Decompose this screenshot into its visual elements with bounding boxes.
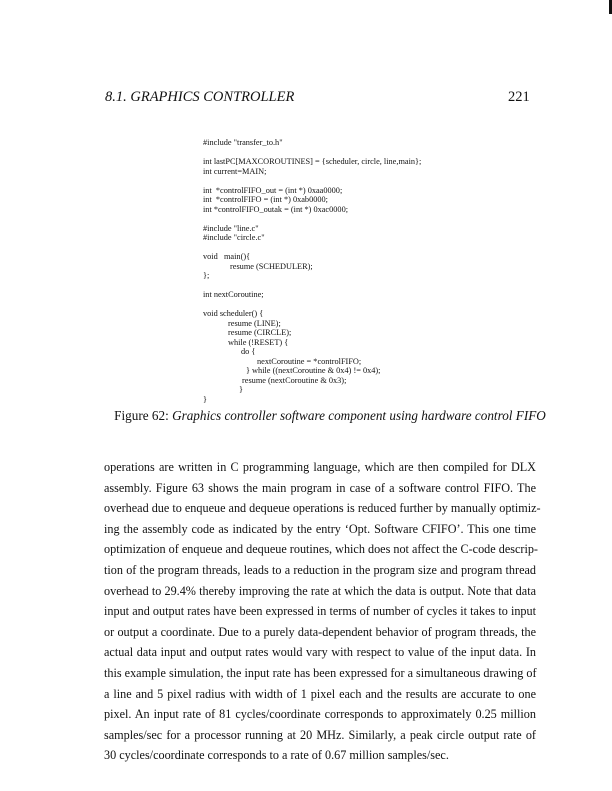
code-line: int *controlFIFO_outak = (int *) 0xac0000;: [203, 204, 349, 214]
body-line: optimization of enqueue and dequeue routines, which does not affect the C-code descrip-: [104, 542, 538, 557]
body-line: ing the assembly code as indicated by the entry ‘Opt. Software CFIFO’. This one time: [104, 521, 536, 536]
code-line: resume (LINE);: [228, 318, 281, 328]
code-line: [203, 243, 421, 253]
code-line: nextCoroutine = *controlFIFO;: [257, 356, 362, 366]
code-line: while (!RESET) {: [228, 337, 289, 347]
code-line: int current=MAIN;: [203, 166, 267, 176]
code-line: int *controlFIFO = (int *) 0xab0000;: [203, 195, 328, 204]
body-line: overhead due to enqueue and dequeue operations is reduced further by manually optimiz-: [104, 501, 541, 516]
body-line: actual data input and output rates would vary with respect to value of the input data. In: [104, 645, 536, 660]
code-line: int lastPC[MAXCOROUTINES] = {scheduler, circle, line,main};: [203, 157, 422, 166]
code-line: [203, 281, 421, 291]
code-line: void main(){: [203, 252, 251, 261]
code-line: #include "line.c": [203, 223, 259, 233]
code-line: }: [239, 385, 243, 394]
body-line: or output a coordinate. Due to a purely data-dependent behavior of program threads, the: [104, 624, 536, 639]
body-line: overhead to 29.4% thereby improving the rate at which the data is output. Note that data: [104, 583, 536, 598]
code-line: #include "transfer_to.h": [203, 138, 283, 147]
body-line: assembly. Figure 63 shows the main program in case of a software control FIFO. The: [104, 480, 536, 495]
body-line: a line and 5 pixel radius with width of 1 pixel each and the results are accurate to one: [104, 686, 536, 701]
code-line: resume (CIRCLE);: [228, 328, 292, 337]
code-line: resume (nextCoroutine & 0x3);: [242, 375, 347, 385]
code-line: };: [203, 271, 210, 280]
code-line: [203, 300, 421, 310]
figure-caption: [0, 408, 612, 424]
body-line: pixel. An input rate of 81 cycles/coordinate corresponds to approximately 0.25 million: [104, 707, 536, 722]
page-number: 221: [508, 89, 530, 105]
code-line: [203, 214, 421, 224]
body-line: samples/sec for a processor running at 20 MHz. Similarly, a peak circle output rate of: [104, 727, 536, 742]
code-line: } while ((nextCoroutine & 0x4) != 0x4);: [246, 366, 381, 375]
body-paragraph: [104, 457, 541, 766]
code-line: do {: [241, 347, 256, 356]
code-line: }: [203, 394, 207, 404]
code-line: void scheduler() {: [203, 309, 264, 318]
body-line: tion of the program threads, leads to a reduction in the program size and program thread: [104, 562, 536, 577]
code-line: resume (SCHEDULER);: [230, 261, 313, 271]
body-line: operations are written in C programming language, which are then compiled for DLX: [104, 460, 536, 474]
code-line: [203, 148, 421, 158]
code-line: int *controlFIFO_out = (int *) 0xaa0000;: [203, 185, 343, 195]
code-line: int nextCoroutine;: [203, 290, 264, 299]
running-header-section: 8.1. GRAPHICS CONTROLLER: [105, 89, 295, 105]
code-line: [203, 176, 421, 186]
code-line: #include "circle.c": [203, 233, 265, 242]
figure-caption-text: Graphics controller software component using hardware control FIFO: [172, 408, 546, 423]
figure-label: Figure 62:: [114, 408, 169, 423]
body-line: 30 cycles/coordinate corresponds to a rate of 0.67 million samples/sec.: [104, 748, 449, 763]
code-listing: [203, 138, 421, 404]
body-line: this example simulation, the input rate has been expressed for a simultaneous drawing of: [104, 665, 537, 680]
body-line: input and output rates have been expressed in terms of number of cycles it takes to input: [104, 604, 536, 619]
